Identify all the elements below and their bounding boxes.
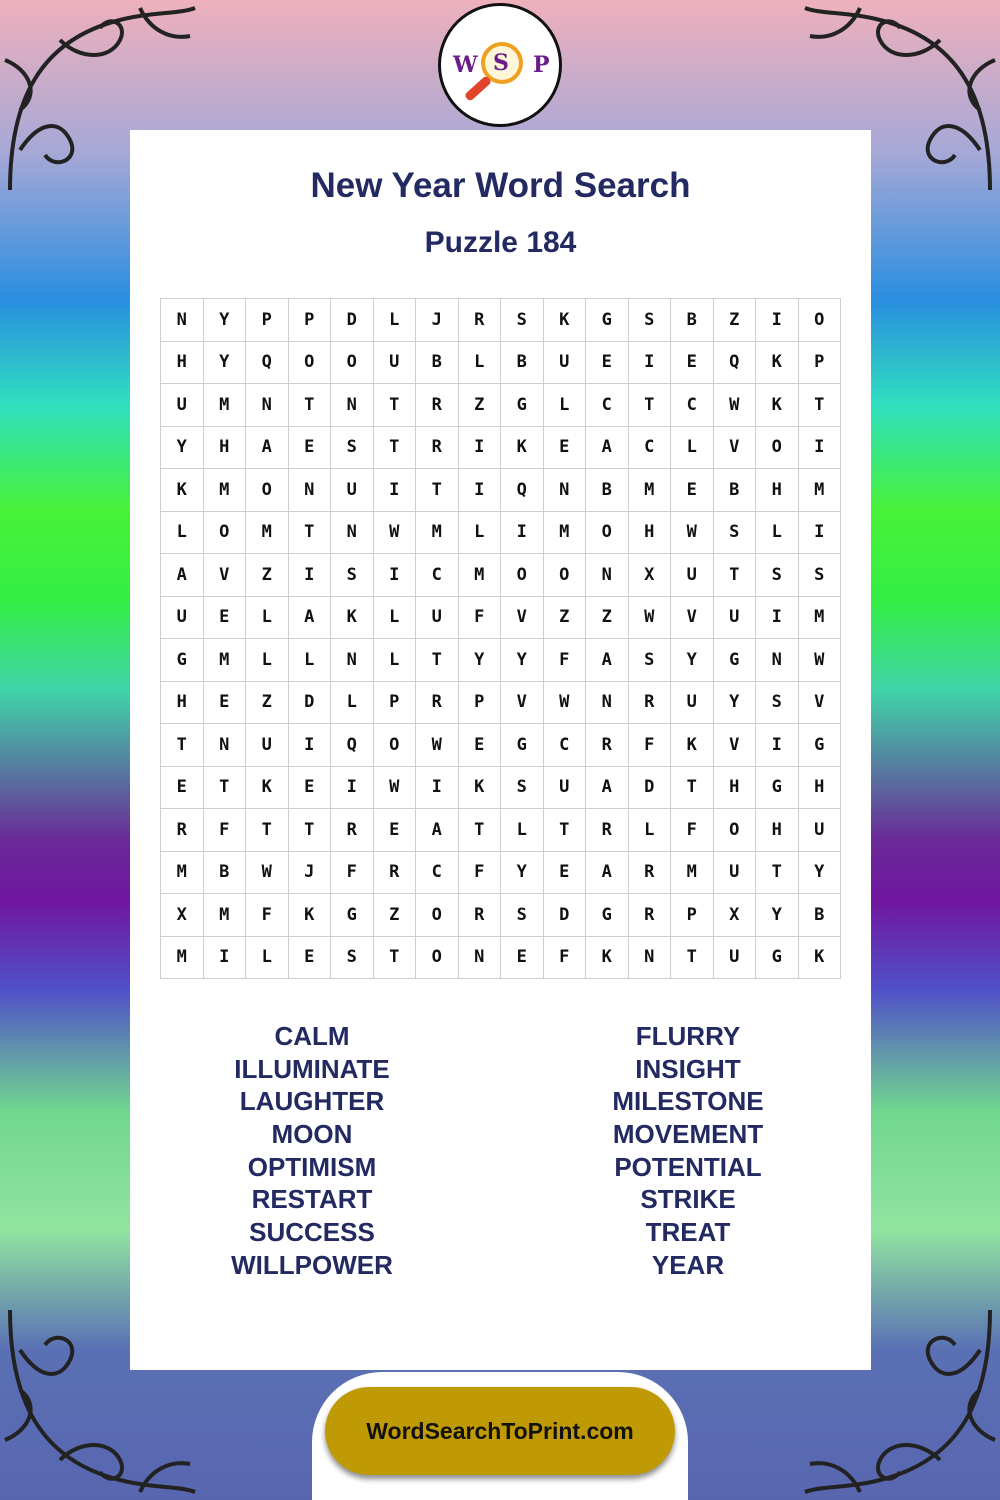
word-list-item: FLURRY xyxy=(635,1021,741,1051)
grid-cell[interactable]: E xyxy=(544,427,587,470)
grid-cell[interactable]: T xyxy=(374,384,417,427)
grid-cell[interactable]: S xyxy=(799,554,842,597)
grid-cell[interactable]: C xyxy=(671,384,714,427)
grid-cell[interactable]: B xyxy=(501,342,544,385)
puzzle-title: New Year Word Search xyxy=(310,166,691,205)
grid-cell[interactable]: R xyxy=(374,852,417,895)
word-list-item: STRIKE xyxy=(640,1184,736,1215)
grid-cell[interactable]: B xyxy=(204,852,247,895)
grid-cell[interactable]: O xyxy=(331,342,374,385)
word-list-item: MOON xyxy=(271,1119,353,1150)
grid-cell[interactable]: H xyxy=(756,809,799,852)
grid-cell[interactable]: K xyxy=(544,299,587,342)
grid-cell[interactable]: O xyxy=(246,469,289,512)
grid-cell[interactable]: O xyxy=(501,554,544,597)
grid-cell[interactable]: R xyxy=(416,682,459,725)
grid-cell[interactable]: Q xyxy=(331,724,374,767)
grid-cell[interactable]: L xyxy=(671,427,714,470)
grid-cell[interactable]: W xyxy=(416,724,459,767)
grid-cell[interactable]: B xyxy=(671,299,714,342)
grid-cell[interactable]: K xyxy=(289,894,332,937)
grid-cell[interactable]: M xyxy=(204,894,247,937)
word-list-item: CALM xyxy=(274,1021,350,1051)
magnifier-handle xyxy=(464,75,492,102)
grid-cell[interactable]: N xyxy=(331,639,374,682)
grid-cell[interactable]: I xyxy=(629,342,672,385)
grid-cell[interactable]: O xyxy=(416,937,459,980)
grid-cell[interactable]: N xyxy=(586,682,629,725)
letter-grid xyxy=(160,298,841,979)
grid-cell[interactable]: K xyxy=(671,724,714,767)
grid-cell[interactable]: D xyxy=(289,682,332,725)
grid-cell[interactable]: O xyxy=(756,427,799,470)
grid-cell[interactable]: P xyxy=(799,342,842,385)
grid-cell[interactable]: H xyxy=(629,512,672,555)
grid-cell[interactable]: I xyxy=(459,469,502,512)
grid-cell[interactable]: L xyxy=(629,809,672,852)
grid-cell[interactable]: U xyxy=(799,809,842,852)
grid-cell[interactable]: T xyxy=(629,384,672,427)
grid-cell[interactable]: E xyxy=(289,427,332,470)
grid-cell[interactable]: G xyxy=(161,639,204,682)
grid-cell[interactable]: M xyxy=(629,469,672,512)
grid-cell[interactable]: Y xyxy=(501,639,544,682)
grid-cell[interactable]: G xyxy=(501,724,544,767)
grid-cell[interactable]: G xyxy=(501,384,544,427)
puzzle-sheet xyxy=(130,130,871,1370)
grid-cell[interactable]: W xyxy=(671,512,714,555)
grid-cell[interactable]: L xyxy=(459,342,502,385)
grid-cell[interactable]: Z xyxy=(374,894,417,937)
word-list-item: RESTART xyxy=(251,1184,373,1215)
grid-cell[interactable]: A xyxy=(586,639,629,682)
grid-cell[interactable]: E xyxy=(374,809,417,852)
grid-cell[interactable]: I xyxy=(331,767,374,810)
grid-cell[interactable]: U xyxy=(416,597,459,640)
word-list-item: MOVEMENT xyxy=(612,1119,764,1150)
grid-cell[interactable]: T xyxy=(289,809,332,852)
grid-cell[interactable]: O xyxy=(544,554,587,597)
grid-cell[interactable]: V xyxy=(204,554,247,597)
grid-cell[interactable]: O xyxy=(799,299,842,342)
grid-cell[interactable]: G xyxy=(586,894,629,937)
grid-cell[interactable]: I xyxy=(416,767,459,810)
grid-cell[interactable]: V xyxy=(501,682,544,725)
grid-cell[interactable]: D xyxy=(544,894,587,937)
grid-cell[interactable]: S xyxy=(756,554,799,597)
grid-cell[interactable]: U xyxy=(161,597,204,640)
grid-cell[interactable]: L xyxy=(756,512,799,555)
word-list-item: LAUGHTER xyxy=(239,1086,385,1117)
grid-cell[interactable]: M xyxy=(204,469,247,512)
grid-cell[interactable]: F xyxy=(459,852,502,895)
grid-cell[interactable]: Z xyxy=(459,384,502,427)
grid-cell[interactable]: K xyxy=(756,342,799,385)
grid-cell[interactable]: K xyxy=(586,937,629,980)
grid-cell[interactable]: U xyxy=(331,469,374,512)
grid-cell[interactable]: N xyxy=(289,469,332,512)
grid-cell[interactable]: W xyxy=(714,384,757,427)
grid-cell[interactable]: E xyxy=(544,852,587,895)
grid-cell[interactable]: I xyxy=(501,512,544,555)
grid-cell[interactable]: W xyxy=(374,512,417,555)
word-list-item: ILLUMINATE xyxy=(234,1053,390,1084)
grid-cell[interactable]: F xyxy=(629,724,672,767)
grid-cell[interactable]: L xyxy=(161,512,204,555)
grid-cell[interactable]: F xyxy=(544,639,587,682)
grid-cell[interactable]: I xyxy=(756,724,799,767)
grid-cell[interactable]: S xyxy=(756,682,799,725)
grid-cell[interactable]: A xyxy=(161,554,204,597)
grid-cell[interactable]: T xyxy=(161,724,204,767)
grid-cell[interactable]: I xyxy=(289,724,332,767)
grid-cell[interactable]: N xyxy=(629,937,672,980)
grid-cell[interactable]: W xyxy=(374,767,417,810)
grid-cell[interactable]: U xyxy=(374,342,417,385)
grid-cell[interactable]: Z xyxy=(544,597,587,640)
word-list-item: MILESTONE xyxy=(612,1086,764,1117)
grid-cell[interactable]: G xyxy=(586,299,629,342)
grid-cell[interactable]: F xyxy=(246,894,289,937)
grid-cell[interactable]: E xyxy=(459,724,502,767)
grid-cell[interactable]: D xyxy=(331,299,374,342)
grid-cell[interactable]: S xyxy=(629,299,672,342)
grid-cell[interactable]: I xyxy=(799,427,842,470)
grid-cell[interactable]: N xyxy=(756,639,799,682)
grid-cell[interactable]: M xyxy=(459,554,502,597)
grid-cell[interactable]: D xyxy=(629,767,672,810)
grid-cell[interactable]: L xyxy=(459,512,502,555)
grid-cell[interactable]: X xyxy=(161,894,204,937)
grid-cell[interactable]: P xyxy=(289,299,332,342)
grid-cell[interactable]: N xyxy=(161,299,204,342)
grid-cell[interactable]: H xyxy=(756,469,799,512)
grid-cell[interactable]: B xyxy=(799,894,842,937)
word-list-item: TREAT xyxy=(645,1217,731,1248)
grid-cell[interactable]: C xyxy=(629,427,672,470)
grid-cell[interactable]: T xyxy=(671,767,714,810)
grid-cell[interactable]: M xyxy=(799,597,842,640)
grid-cell[interactable]: Q xyxy=(501,469,544,512)
grid-cell[interactable]: P xyxy=(374,682,417,725)
grid-cell[interactable]: O xyxy=(289,342,332,385)
grid-cell[interactable]: L xyxy=(501,809,544,852)
grid-cell[interactable]: Y xyxy=(756,894,799,937)
grid-cell[interactable]: L xyxy=(246,597,289,640)
grid-cell[interactable]: A xyxy=(586,852,629,895)
grid-cell[interactable]: V xyxy=(714,724,757,767)
grid-cell[interactable]: K xyxy=(331,597,374,640)
grid-cell[interactable]: Y xyxy=(459,639,502,682)
grid-cell[interactable]: H xyxy=(161,682,204,725)
grid-cell[interactable]: L xyxy=(544,384,587,427)
grid-cell[interactable]: A xyxy=(246,427,289,470)
grid-cell[interactable]: R xyxy=(459,299,502,342)
grid-cell[interactable]: T xyxy=(246,809,289,852)
grid-cell[interactable]: W xyxy=(246,852,289,895)
grid-cell[interactable]: N xyxy=(459,937,502,980)
grid-cell[interactable]: A xyxy=(586,767,629,810)
grid-cell[interactable]: T xyxy=(756,852,799,895)
grid-cell[interactable]: T xyxy=(289,384,332,427)
grid-cell[interactable]: U xyxy=(544,342,587,385)
grid-cell[interactable]: L xyxy=(374,597,417,640)
grid-cell[interactable]: B xyxy=(714,469,757,512)
grid-cell[interactable]: V xyxy=(714,427,757,470)
grid-cell[interactable]: K xyxy=(459,767,502,810)
grid-cell[interactable]: T xyxy=(459,809,502,852)
grid-cell[interactable]: O xyxy=(586,512,629,555)
grid-cell[interactable]: T xyxy=(544,809,587,852)
grid-cell[interactable]: Z xyxy=(246,554,289,597)
grid-cell[interactable]: G xyxy=(799,724,842,767)
word-list-item: SUCCESS xyxy=(249,1217,375,1248)
grid-cell[interactable]: U xyxy=(671,682,714,725)
grid-cell[interactable]: W xyxy=(544,682,587,725)
grid-cell[interactable]: A xyxy=(586,427,629,470)
grid-cell[interactable]: G xyxy=(331,894,374,937)
grid-cell[interactable]: Y xyxy=(671,639,714,682)
grid-cell[interactable]: B xyxy=(416,342,459,385)
grid-cell[interactable]: C xyxy=(416,852,459,895)
grid-cell[interactable]: T xyxy=(374,427,417,470)
grid-cell[interactable]: C xyxy=(416,554,459,597)
grid-cell[interactable]: A xyxy=(416,809,459,852)
grid-cell[interactable]: T xyxy=(416,469,459,512)
grid-cell[interactable]: C xyxy=(544,724,587,767)
grid-cell[interactable]: R xyxy=(459,894,502,937)
grid-cell[interactable]: K xyxy=(799,937,842,980)
grid-cell[interactable]: R xyxy=(586,809,629,852)
word-list-item: POTENTIAL xyxy=(614,1151,762,1182)
grid-cell[interactable]: R xyxy=(416,384,459,427)
grid-cell[interactable]: E xyxy=(204,597,247,640)
grid-cell[interactable]: G xyxy=(756,767,799,810)
grid-cell[interactable]: Y xyxy=(714,682,757,725)
puzzle-number: Puzzle 184 xyxy=(424,226,577,259)
grid-cell[interactable]: O xyxy=(416,894,459,937)
grid-cell[interactable]: Z xyxy=(246,682,289,725)
grid-cell[interactable]: E xyxy=(671,342,714,385)
wsp-logo xyxy=(438,3,562,127)
grid-cell[interactable]: S xyxy=(501,767,544,810)
grid-cell[interactable]: M xyxy=(161,937,204,980)
grid-cell[interactable]: M xyxy=(204,639,247,682)
logo-letter-p: P xyxy=(533,52,550,78)
grid-cell[interactable]: E xyxy=(289,937,332,980)
grid-cell[interactable]: G xyxy=(714,639,757,682)
grid-cell[interactable]: V xyxy=(799,682,842,725)
grid-cell[interactable]: I xyxy=(799,512,842,555)
grid-cell[interactable]: T xyxy=(714,554,757,597)
grid-cell[interactable]: H xyxy=(204,427,247,470)
grid-cell[interactable]: U xyxy=(671,554,714,597)
grid-cell[interactable]: F xyxy=(204,809,247,852)
grid-cell[interactable]: R xyxy=(629,852,672,895)
grid-cell[interactable]: U xyxy=(714,597,757,640)
grid-cell[interactable]: P xyxy=(246,299,289,342)
grid-cell[interactable]: S xyxy=(501,299,544,342)
grid-cell[interactable]: O xyxy=(714,809,757,852)
grid-cell[interactable]: S xyxy=(331,937,374,980)
grid-cell[interactable]: U xyxy=(161,384,204,427)
grid-cell[interactable]: M xyxy=(544,512,587,555)
grid-cell[interactable]: T xyxy=(289,512,332,555)
grid-cell[interactable]: P xyxy=(459,682,502,725)
grid-cell[interactable]: M xyxy=(161,852,204,895)
grid-cell[interactable]: Y xyxy=(161,427,204,470)
grid-cell[interactable]: L xyxy=(331,682,374,725)
grid-cell[interactable]: Y xyxy=(204,299,247,342)
grid-cell[interactable]: T xyxy=(374,937,417,980)
grid-cell[interactable]: Q xyxy=(714,342,757,385)
grid-cell[interactable]: F xyxy=(331,852,374,895)
grid-cell[interactable]: I xyxy=(374,554,417,597)
grid-cell[interactable]: S xyxy=(501,894,544,937)
grid-cell[interactable]: L xyxy=(374,639,417,682)
grid-cell[interactable]: M xyxy=(671,852,714,895)
grid-cell[interactable]: C xyxy=(586,384,629,427)
grid-cell[interactable]: L xyxy=(289,639,332,682)
grid-cell[interactable]: Z xyxy=(586,597,629,640)
grid-cell[interactable]: S xyxy=(629,639,672,682)
grid-cell[interactable]: M xyxy=(246,512,289,555)
grid-cell[interactable]: N xyxy=(204,724,247,767)
grid-cell[interactable]: I xyxy=(459,427,502,470)
word-list-item: WILLPOWER xyxy=(231,1249,393,1280)
grid-cell[interactable]: S xyxy=(331,427,374,470)
grid-cell[interactable]: G xyxy=(756,937,799,980)
grid-cell[interactable]: H xyxy=(714,767,757,810)
grid-cell[interactable]: K xyxy=(501,427,544,470)
grid-cell[interactable]: E xyxy=(161,767,204,810)
grid-cell[interactable]: P xyxy=(671,894,714,937)
grid-cell[interactable]: T xyxy=(799,384,842,427)
grid-cell[interactable]: R xyxy=(331,809,374,852)
word-list-item: OPTIMISM xyxy=(247,1151,377,1182)
grid-cell[interactable]: L xyxy=(374,299,417,342)
grid-cell[interactable]: K xyxy=(756,384,799,427)
grid-cell[interactable]: F xyxy=(459,597,502,640)
grid-cell[interactable]: U xyxy=(714,852,757,895)
grid-cell[interactable]: O xyxy=(204,512,247,555)
grid-cell[interactable]: X xyxy=(629,554,672,597)
grid-cell[interactable]: N xyxy=(544,469,587,512)
grid-cell[interactable]: N xyxy=(331,384,374,427)
grid-cell[interactable]: J xyxy=(416,299,459,342)
grid-cell[interactable]: V xyxy=(671,597,714,640)
grid-cell[interactable]: N xyxy=(246,384,289,427)
site-link-button[interactable]: WordSearchToPrint.com xyxy=(325,1387,675,1475)
grid-cell[interactable]: N xyxy=(331,512,374,555)
grid-cell[interactable]: A xyxy=(289,597,332,640)
grid-cell[interactable]: V xyxy=(501,597,544,640)
grid-cell[interactable]: E xyxy=(671,469,714,512)
grid-cell[interactable]: E xyxy=(501,937,544,980)
word-list-item: INSIGHT xyxy=(635,1053,741,1084)
grid-cell[interactable]: I xyxy=(756,597,799,640)
grid-cell[interactable]: H xyxy=(161,342,204,385)
grid-cell[interactable]: R xyxy=(629,682,672,725)
grid-cell[interactable]: X xyxy=(714,894,757,937)
grid-cell[interactable]: L xyxy=(246,639,289,682)
grid-cell[interactable]: E xyxy=(204,682,247,725)
grid-cell[interactable]: J xyxy=(289,852,332,895)
grid-cell[interactable]: R xyxy=(629,894,672,937)
grid-cell[interactable]: F xyxy=(671,809,714,852)
grid-cell[interactable]: Y xyxy=(501,852,544,895)
grid-cell[interactable]: I xyxy=(374,469,417,512)
grid-cell[interactable]: U xyxy=(246,724,289,767)
word-list-item: YEAR xyxy=(651,1249,725,1280)
grid-cell[interactable]: I xyxy=(204,937,247,980)
grid-cell[interactable]: K xyxy=(246,767,289,810)
grid-cell[interactable]: U xyxy=(544,767,587,810)
grid-cell[interactable]: W xyxy=(799,639,842,682)
grid-cell[interactable]: N xyxy=(586,554,629,597)
grid-cell[interactable]: T xyxy=(671,937,714,980)
grid-cell[interactable]: T xyxy=(204,767,247,810)
grid-cell[interactable]: E xyxy=(586,342,629,385)
logo-letter-s: S xyxy=(493,50,509,76)
grid-cell[interactable]: M xyxy=(204,384,247,427)
grid-cell[interactable]: S xyxy=(331,554,374,597)
grid-cell[interactable]: I xyxy=(756,299,799,342)
grid-cell[interactable]: Y xyxy=(204,342,247,385)
grid-cell[interactable]: H xyxy=(799,767,842,810)
grid-cell[interactable]: M xyxy=(799,469,842,512)
grid-cell[interactable]: W xyxy=(629,597,672,640)
grid-cell[interactable]: F xyxy=(544,937,587,980)
grid-cell[interactable]: Z xyxy=(714,299,757,342)
logo-letter-w: W xyxy=(453,52,478,78)
word-list-right xyxy=(538,1020,838,1282)
grid-cell[interactable]: R xyxy=(161,809,204,852)
grid-cell[interactable]: Q xyxy=(246,342,289,385)
grid-cell[interactable]: I xyxy=(289,554,332,597)
grid-cell[interactable]: R xyxy=(416,427,459,470)
grid-cell[interactable]: M xyxy=(416,512,459,555)
grid-cell[interactable]: R xyxy=(586,724,629,767)
word-list-left xyxy=(162,1020,462,1282)
grid-cell[interactable]: K xyxy=(161,469,204,512)
grid-cell[interactable]: L xyxy=(246,937,289,980)
grid-cell[interactable]: E xyxy=(289,767,332,810)
grid-cell[interactable]: O xyxy=(374,724,417,767)
grid-cell[interactable]: B xyxy=(586,469,629,512)
grid-cell[interactable]: U xyxy=(714,937,757,980)
grid-cell[interactable]: T xyxy=(416,639,459,682)
grid-cell[interactable]: Y xyxy=(799,852,842,895)
grid-cell[interactable]: S xyxy=(714,512,757,555)
